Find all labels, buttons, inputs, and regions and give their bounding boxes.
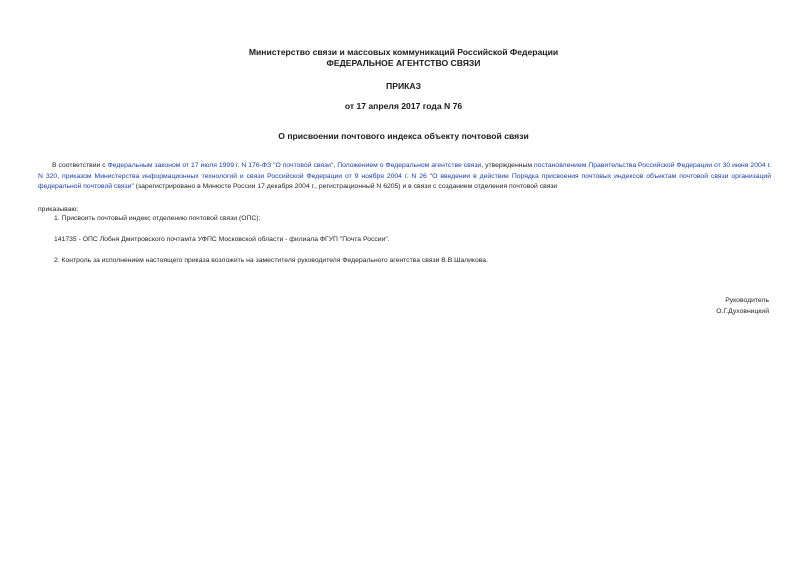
preamble-text-1: В соответствии с (52, 162, 108, 169)
preamble-text-3: , утвержденным (481, 162, 534, 169)
ministry-order-link[interactable]: приказом Министерства информационных технологий и связи Российской Федерации от 9 ноября 2004 г. N 26 "О введении в действие Порядка присвоения почтовых индексов объектам почтовой связи организаций федеральной почтовой связи" (38, 172, 771, 190)
document-type: ПРИКАЗ (386, 81, 421, 91)
document-subject: О присвоении почтового индекса объекту почтовой связи (278, 131, 529, 141)
order-word: приказываю: (38, 206, 79, 213)
preamble-text-4: , (57, 172, 63, 180)
signature-name: О.Г.Духовницкий (716, 308, 769, 315)
ministry-title: Министерство связи и массовых коммуникаций Российской Федерации (248, 47, 559, 57)
order-item-1-detail: 141735 - ОПС Лобня Дмитровского почтамта УФПС Московской области - филиала ФГУП "Почта России". (54, 236, 390, 243)
agency-regulation-link[interactable]: Положением о Федеральном агентстве связи (337, 162, 482, 169)
signature-title: Руководитель (725, 297, 769, 304)
preamble-text-2: , (333, 162, 338, 169)
agency-title: ФЕДЕРАЛЬНОЕ АГЕНТСТВО СВЯЗИ (326, 58, 481, 68)
preamble-text-5: (зарегистрировано в Минюсте России 17 декабря 2004 г., регистрационный N 6205) и в связи с созданием отделения почтовой связи (133, 183, 558, 190)
federal-law-link[interactable]: Федеральным законом от 17 июля 1999 г. N 176-ФЗ "О почтовой связи" (107, 162, 334, 169)
order-item-2: 2. Контроль за исполнением настоящего приказа возложить на заместителя руководителя Федерального агентства связи В.В.Шаликова. (54, 257, 488, 264)
document-date-number: от 17 апреля 2017 года N 76 (344, 101, 463, 111)
government-resolution-link[interactable]: постановлением Правительства Российской Федерации от 30 июня 2004 г. N 320 (38, 162, 772, 180)
order-item-1: 1. Присвоить почтовый индекс отделению почтовой связи (ОПС): (54, 215, 261, 222)
preamble-paragraph (38, 161, 771, 193)
